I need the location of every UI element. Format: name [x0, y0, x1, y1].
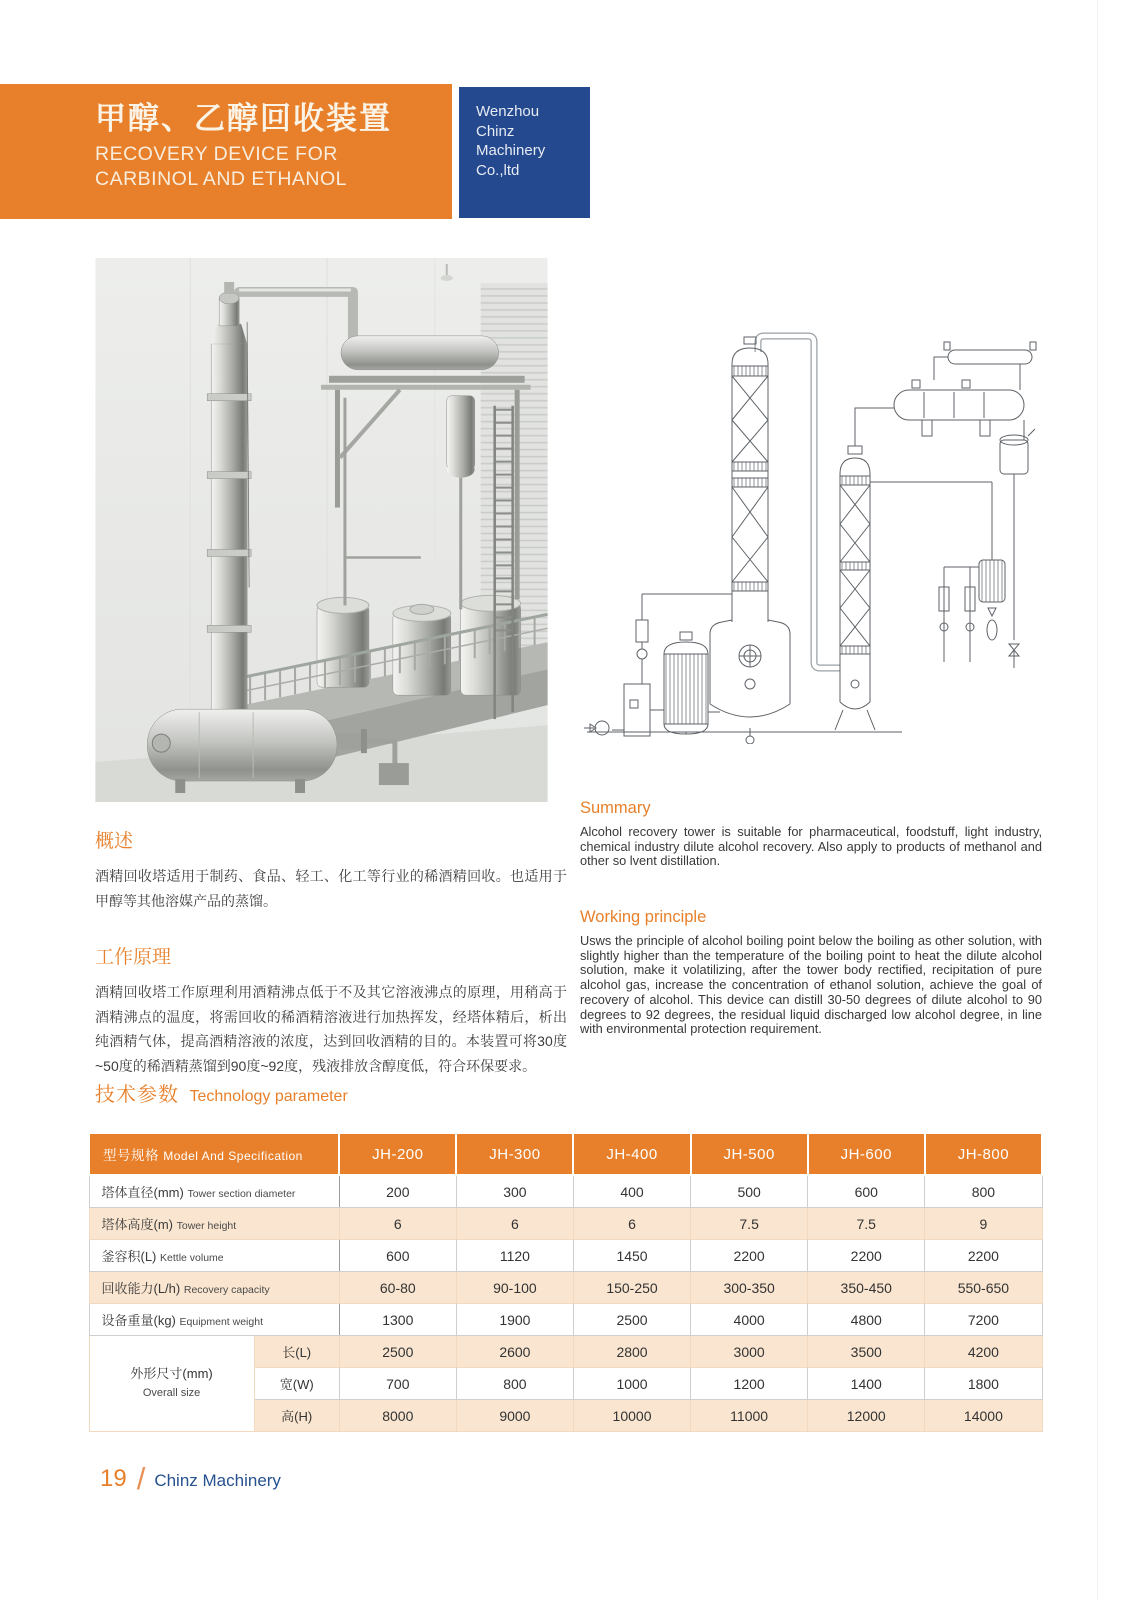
param-cell: 500: [691, 1175, 808, 1208]
page-footer: [100, 1458, 281, 1494]
param-cell: 6: [456, 1208, 573, 1240]
overview-heading: 概述: [95, 831, 134, 852]
param-cell: 800: [456, 1368, 573, 1400]
company-line: Machinery: [476, 142, 546, 159]
process-flow-diagram: [572, 332, 1044, 744]
page-title-en-line1: RECOVERY DEVICE FOR: [95, 143, 338, 165]
row-label-en: Tower height: [176, 1220, 237, 1232]
company-line: Co.,ltd: [476, 161, 520, 179]
overview-body: 酒精回收塔适用于制药、食品、轻工、化工等行业的稀酒精回收。也适用于甲醇等其他溶媒产品的蒸馏。: [95, 868, 567, 909]
parameters-heading: [95, 1078, 348, 1107]
table-row-kettle-volume: [89, 1240, 1042, 1272]
size-sub-label: 宽(W): [254, 1368, 339, 1400]
param-cell: 2200: [925, 1240, 1042, 1272]
working-principle-zh-body: 酒精回收塔工作原理利用酒精沸点低于不及其它溶液沸点的原理，用稍高于酒精沸点的温度，将需回收的稀酒精溶液进行加热挥发，经塔体精后，析出纯酒精气体，提高酒精溶液的浓度，达到回收酒精的目的。本装置可将30度~50度的稀酒精蒸馏到90度~92度，残液排放含醇度低，符合环保要求。: [95, 984, 567, 1074]
size-sub-label: 长(L): [254, 1336, 339, 1368]
param-cell: 3000: [691, 1336, 808, 1368]
page-title-zh: 甲醇、乙醇回收装置: [95, 101, 392, 136]
model-header: JH-200: [339, 1133, 456, 1175]
row-label: [89, 1240, 339, 1272]
row-label-zh: 塔体高度(m): [101, 1217, 173, 1232]
page-edge-line: [1097, 0, 1098, 1600]
row-label-en: Kettle volume: [160, 1252, 224, 1264]
table-row-overall-length: [89, 1336, 1042, 1368]
param-cell: 4200: [925, 1336, 1042, 1368]
param-cell: 4000: [691, 1304, 808, 1336]
param-cell: 2200: [808, 1240, 925, 1272]
param-cell: 1200: [691, 1368, 808, 1400]
param-cell: 3500: [808, 1336, 925, 1368]
section-working-principle-en: [580, 908, 1042, 1037]
row-label-zh: 釜容积(L): [101, 1249, 157, 1264]
param-cell: 2500: [339, 1336, 456, 1368]
page-title-en: [95, 142, 452, 192]
param-cell: 1400: [808, 1368, 925, 1400]
param-cell: 200: [339, 1175, 456, 1208]
model-spec-header-zh: 型号规格: [103, 1148, 159, 1163]
param-cell: 12000: [808, 1400, 925, 1432]
param-cell: 1000: [573, 1368, 690, 1400]
param-cell: 1800: [925, 1368, 1042, 1400]
technology-parameter-table: [88, 1132, 1043, 1432]
parameters-heading-zh: 技术参数: [95, 1084, 179, 1106]
company-name-box: [459, 87, 590, 218]
working-principle-en-body: Usws the principle of alcohol boiling point below the boiling as other solution, with slightly higher than the temperature of the boiling point to heat the dilute alcohol solution, make it volatilizing, after the tower body rectified, recipitation of pure alcohol gas, increase the concentration of ethanol solution, achieve the goal of recovery of alcohol. This device can distill 30-50 degrees of dilute alcohol to 90 degrees to 92 degrees, the residual liquid discharged low alcohol degree, in line with environmental protection requirement.: [580, 933, 1042, 1037]
model-header: JH-300: [456, 1133, 573, 1175]
row-label: [89, 1272, 339, 1304]
row-label: [89, 1175, 339, 1208]
parameters-heading-en: Technology parameter: [189, 1088, 348, 1105]
row-label: [89, 1208, 339, 1240]
working-principle-en-heading: Working principle: [580, 908, 707, 926]
working-principle-zh-heading: 工作原理: [95, 947, 172, 968]
param-cell: 350-450: [808, 1272, 925, 1304]
company-line: Chinz: [476, 122, 515, 140]
param-cell: 6: [339, 1208, 456, 1240]
param-cell: 550-650: [925, 1272, 1042, 1304]
param-cell: 600: [339, 1240, 456, 1272]
section-overview: [95, 826, 567, 913]
param-cell: 7.5: [691, 1208, 808, 1240]
page-title-en-line2: CARBINOL AND ETHANOL: [95, 168, 347, 190]
param-cell: 1120: [456, 1240, 573, 1272]
model-spec-header: [89, 1133, 339, 1175]
param-cell: 10000: [573, 1400, 690, 1432]
param-cell: 2800: [573, 1336, 690, 1368]
row-label-zh: 塔体直径(mm): [101, 1185, 184, 1200]
param-cell: 300-350: [691, 1272, 808, 1304]
size-sub-label: 高(H): [254, 1400, 339, 1432]
param-cell: 7200: [925, 1304, 1042, 1336]
table-row-equipment-weight: [89, 1304, 1042, 1336]
param-cell: 1900: [456, 1304, 573, 1336]
model-header: JH-400: [573, 1133, 690, 1175]
model-header: JH-600: [808, 1133, 925, 1175]
model-spec-header-en: Model And Specification: [163, 1149, 303, 1163]
param-cell: 1300: [339, 1304, 456, 1336]
param-cell: 700: [339, 1368, 456, 1400]
table-row-recovery-capacity: [89, 1272, 1042, 1304]
param-cell: 9000: [456, 1400, 573, 1432]
param-cell: 9: [925, 1208, 1042, 1240]
param-cell: 90-100: [456, 1272, 573, 1304]
param-cell: 300: [456, 1175, 573, 1208]
param-cell: 1450: [573, 1240, 690, 1272]
header-title-band: [0, 84, 452, 219]
param-cell: 2200: [691, 1240, 808, 1272]
page-number: 19: [100, 1465, 127, 1492]
param-cell: 7.5: [808, 1208, 925, 1240]
footer-brand: Chinz Machinery: [154, 1471, 281, 1490]
table-header-row: [89, 1133, 1042, 1175]
model-header: JH-800: [925, 1133, 1042, 1175]
param-cell: 400: [573, 1175, 690, 1208]
param-cell: 60-80: [339, 1272, 456, 1304]
table-row-tower-height: [89, 1208, 1042, 1240]
section-summary: [580, 799, 1042, 869]
param-cell: 2500: [573, 1304, 690, 1336]
param-cell: 800: [925, 1175, 1042, 1208]
overall-size-label-en: Overall size: [142, 1387, 201, 1400]
table-row-tower-diameter: [89, 1175, 1042, 1208]
footer-slash-divider: /: [136, 1461, 146, 1496]
row-label-en: Equipment weight: [179, 1316, 263, 1328]
summary-heading: Summary: [580, 799, 651, 817]
equipment-photo: [95, 258, 548, 802]
row-label-zh: 回收能力(L/h): [101, 1281, 181, 1296]
row-label-zh: 设备重量(kg): [101, 1313, 176, 1328]
param-cell: 14000: [925, 1400, 1042, 1432]
param-cell: 150-250: [573, 1272, 690, 1304]
param-cell: 4800: [808, 1304, 925, 1336]
row-label-en: Recovery capacity: [183, 1284, 270, 1296]
overall-size-label: [89, 1336, 254, 1432]
param-cell: 600: [808, 1175, 925, 1208]
param-cell: 2600: [456, 1336, 573, 1368]
row-label-en: Tower section diameter: [187, 1188, 296, 1200]
param-cell: 8000: [339, 1400, 456, 1432]
section-working-principle-zh: [95, 942, 567, 1078]
param-cell: 6: [573, 1208, 690, 1240]
param-cell: 11000: [691, 1400, 808, 1432]
company-line: Wenzhou: [476, 103, 540, 120]
overall-size-label-zh: 外形尺寸(mm): [130, 1365, 213, 1381]
row-label: [89, 1304, 339, 1336]
summary-body: Alcohol recovery tower is suitable for pharmaceutical, foodstuff, light industry, chemical industry dilute alcohol recovery. Also apply to products of methanol and other so lvent distillation.: [580, 824, 1042, 869]
model-header: JH-500: [691, 1133, 808, 1175]
